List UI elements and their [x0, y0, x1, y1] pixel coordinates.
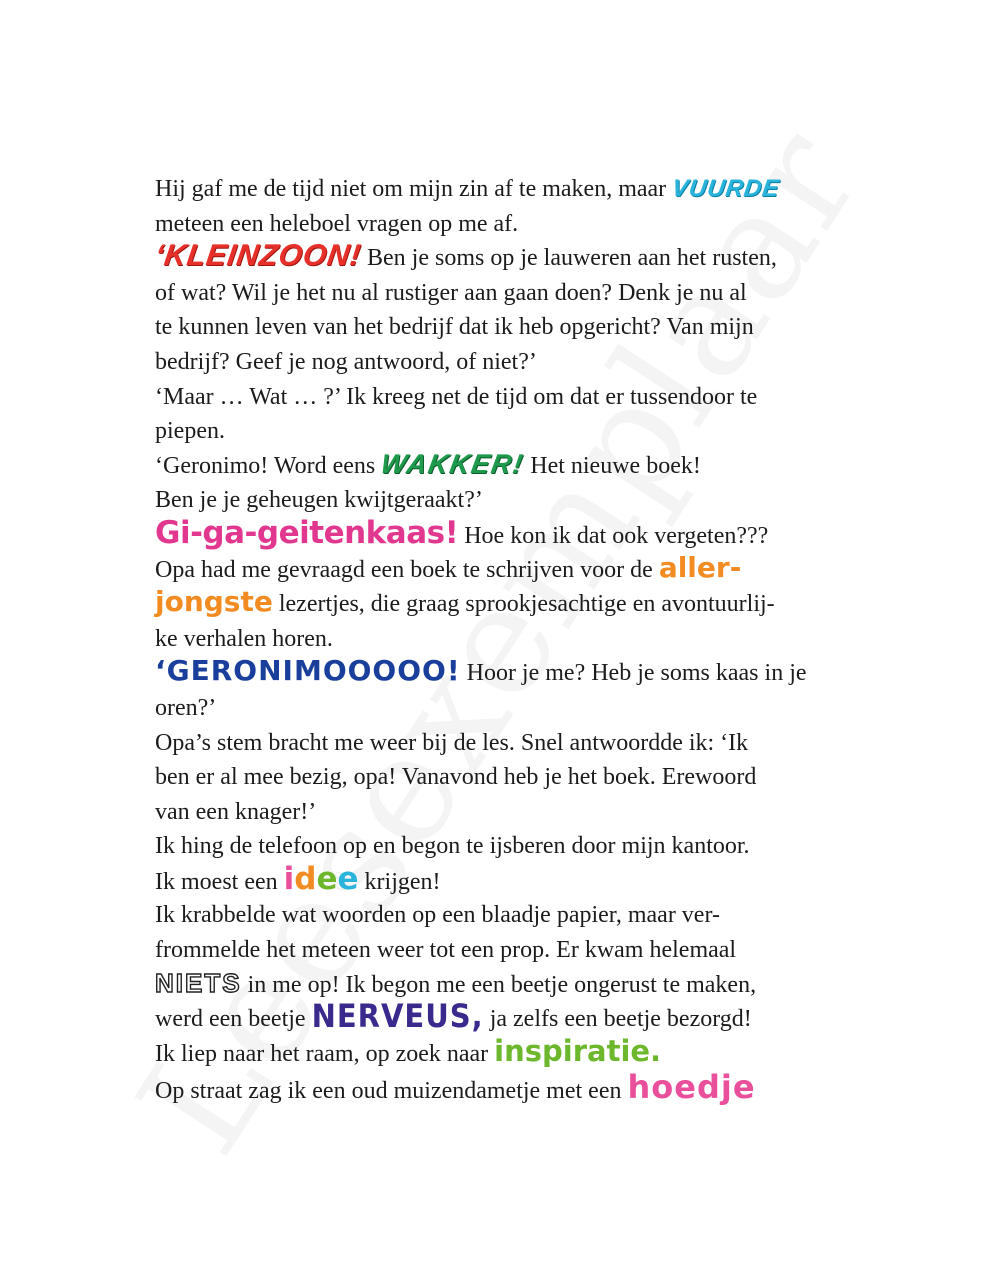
text-line: [155, 449, 855, 484]
text-line: ‘Maar … Wat … ?’ Ik kreeg net de tijd om dat er tussendoor te: [155, 383, 758, 410]
text-run: krijgen!: [358, 868, 441, 895]
text-run: Hoe kon ik dat ook vergeten???: [458, 522, 769, 549]
effect-word-jongste: jongste: [155, 585, 273, 619]
text-line: [155, 172, 855, 207]
text-line: [155, 550, 855, 588]
text-line: meteen een heleboel vragen op me af.: [155, 210, 519, 237]
text-run: Ben je soms op je lauweren aan het rusten,: [361, 245, 777, 272]
text-run: lezertjes, die graag sprookjesachtige en avontuurlij-: [272, 591, 775, 618]
text-run: in me op! Ik begon me een beetje ongerust te maken,: [241, 971, 757, 998]
story-text: [152, 172, 855, 1107]
text-line: bedrijf? Geef je nog antwoord, of niet?’: [155, 348, 537, 375]
text-run: Hij gaf me de tijd niet om mijn zin af te maken, maar: [155, 176, 673, 202]
effect-word-gigageitenkaas: Gi-ga-geitenkaas!: [155, 514, 459, 551]
effect-word-kleinzoon: ‘KLEINZOON!: [152, 239, 364, 273]
text-line: [152, 239, 855, 276]
text-line: [155, 997, 855, 1037]
text-line: [155, 587, 855, 622]
text-run: werd een beetje: [155, 1006, 312, 1033]
effect-word-geronimooooo: ‘GERONIMOOOOO!: [155, 654, 461, 688]
text-line: piepen.: [155, 418, 225, 445]
text-run: Ik liep naar het raam, op zoek naar: [155, 1040, 495, 1067]
text-run: Op straat zag ik een oud muizendametje met een: [155, 1078, 628, 1105]
text-line: [155, 1068, 855, 1107]
text-line: Ik hing de telefoon op en begon te ijsberen door mijn kantoor.: [155, 833, 750, 860]
effect-word-aller: aller-: [658, 550, 742, 584]
idee-letter: e: [337, 860, 359, 897]
text-run: Hoor je me? Heb je soms kaas in je: [460, 660, 807, 687]
effect-word-hoedje: hoedje: [627, 1068, 756, 1107]
text-line: [155, 656, 855, 691]
text-run: ja zelfs een beetje bezorgd!: [483, 1006, 752, 1033]
text-line: [155, 514, 855, 553]
text-line: of wat? Wil je het nu al rustiger aan gaan doen? Denk je nu al: [155, 279, 747, 306]
text-line: oren?’: [155, 694, 217, 721]
effect-word-idee: [283, 860, 359, 897]
idee-letter: i: [283, 860, 295, 897]
text-line: [155, 860, 855, 899]
text-run: Opa had me gevraagd een boek te schrijven voor de: [155, 556, 659, 583]
effect-word-niets: NIETS: [155, 967, 242, 998]
text-line: ben er al mee bezig, opa! Vanavond heb je het boek. Erewoord: [155, 764, 757, 791]
effect-word-inspiratie: inspiratie.: [494, 1033, 662, 1068]
text-line: frommelde het meteen weer tot een prop. Er kwam helemaal: [155, 937, 737, 964]
text-line: [155, 968, 855, 1003]
text-line: van een knager!’: [155, 798, 317, 825]
idee-letter: d: [294, 860, 317, 897]
text-line: Ik krabbelde wat woorden op een blaadje papier, maar ver-: [155, 902, 720, 929]
text-line: te kunnen leven van het bedrijf dat ik heb opgericht? Van mijn: [155, 314, 754, 341]
text-line: [155, 1033, 855, 1072]
text-line: ke verhalen horen.: [155, 625, 333, 652]
text-line: Opa’s stem bracht me weer bij de les. Snel antwoordde ik: ‘Ik: [155, 729, 749, 756]
effect-word-nerveus: NERVEUS,: [311, 997, 484, 1035]
text-run: ‘Geronimo! Word eens: [155, 452, 382, 479]
text-line: Ben je je geheugen kwijtgeraakt?’: [155, 487, 483, 514]
idee-letter: e: [316, 860, 338, 897]
effect-word-vuurde: VUURDE: [670, 175, 782, 202]
text-run: Het nieuwe boek!: [524, 452, 701, 479]
effect-word-wakker: WAKKER!: [378, 448, 527, 479]
text-run: Ik moest een: [155, 868, 284, 895]
